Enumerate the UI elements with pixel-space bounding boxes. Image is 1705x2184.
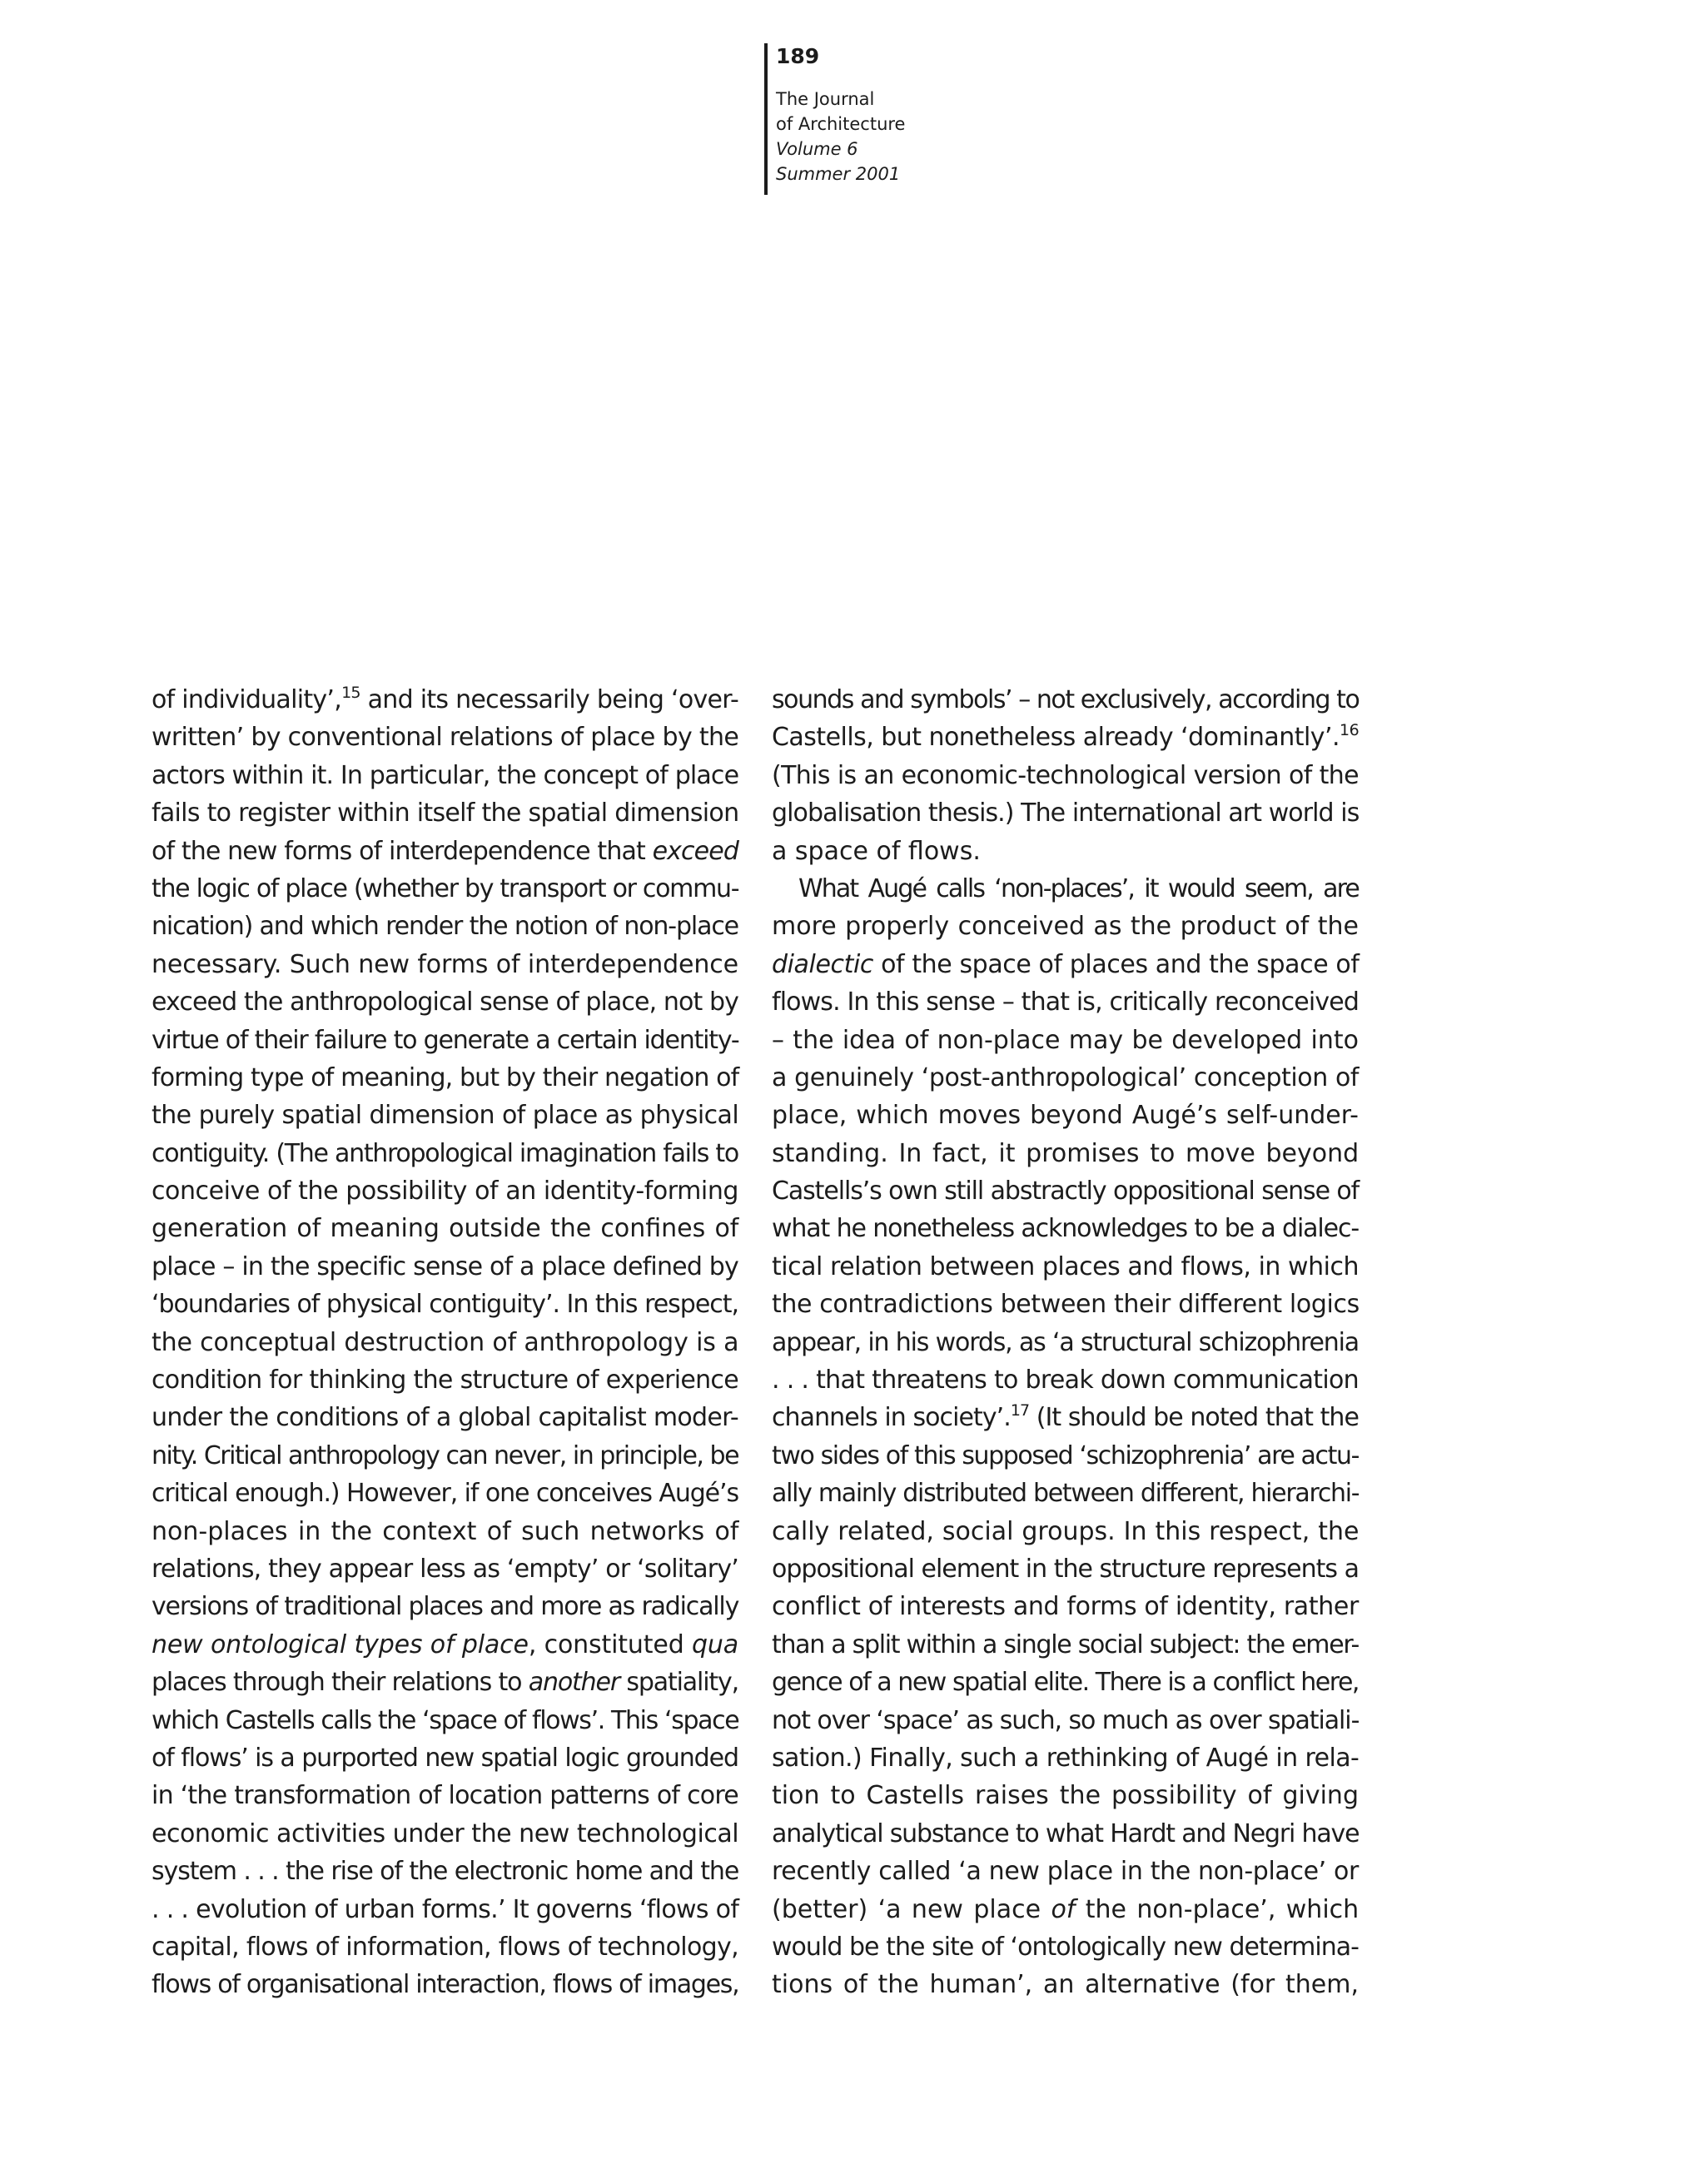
text-line: ally mainly distributed between different, hierarchi- (772, 1479, 1360, 1509)
text-line: sounds and symbols’ – not exclusively, according to (772, 685, 1360, 714)
text-line: two sides of this supposed ‘schizophrenia’ are actu- (772, 1440, 1359, 1470)
text-line: (better) ‘a new place of the non-place’, which (772, 1894, 1360, 1924)
text-line: the contradictions between their different logics (772, 1290, 1360, 1320)
text-line: ‘boundaries of physical contiguity’. In this respect, (152, 1290, 738, 1320)
text-line: . . . evolution of urban forms.’ It governs ‘flows of (152, 1894, 739, 1924)
running-header (764, 43, 905, 195)
text-line: oppositional element in the structure represents a (772, 1554, 1359, 1584)
text-line: which Castells calls the ‘space of flows’. This ‘space (152, 1705, 739, 1735)
footnote-ref-17: 17 (1010, 1401, 1030, 1420)
header-gap (776, 72, 905, 87)
text-line: tion to Castells raises the possibility of giving (772, 1781, 1359, 1811)
emphasis: qua (692, 1629, 739, 1659)
text-line: relations, they appear less as ‘empty’ or ‘solitary’ (152, 1554, 738, 1584)
text-line: the conceptual destruction of anthropology is a (152, 1327, 739, 1357)
text-line: more properly conceived as the product of the (772, 912, 1359, 942)
text-line: standing. In fact, it promises to move beyond (772, 1138, 1360, 1168)
text-line: economic activities under the new technological (152, 1818, 739, 1848)
text-line: under the conditions of a global capitalist moder- (152, 1403, 738, 1433)
emphasis: another (528, 1668, 619, 1698)
text-line: generation of meaning outside the confines of (152, 1214, 739, 1244)
text-line: new ontological types of place, constituted qua (152, 1629, 739, 1659)
emphasis: exceed (652, 836, 738, 866)
text-line: a genuinely ‘post-anthropological’ conception of (772, 1062, 1359, 1092)
text-line: (This is an economic-technological version of the (772, 760, 1359, 790)
text-line: place, which moves beyond Augé’s self-under- (772, 1101, 1359, 1131)
body-column-right (772, 681, 1359, 2004)
text-line: dialectic of the space of places and the space of (772, 949, 1360, 979)
text-line: nication) and which render the notion of non-place (152, 912, 738, 942)
emphasis: new ontological types of place (152, 1629, 529, 1659)
journal-title-line1: The Journal (776, 89, 875, 109)
text-line: a space of flows. (772, 836, 981, 866)
text-line: conceive of the possibility of an identity-forming (152, 1177, 738, 1206)
body-column-left (152, 681, 738, 2004)
text-line: place – in the specific sense of a place defined by (152, 1251, 738, 1281)
page-number: 189 (776, 44, 820, 68)
text-line: the logic of place (whether by transport or commu- (152, 873, 739, 903)
text-line: globalisation thesis.) The international art world is (772, 798, 1360, 828)
text-line: tical relation between places and flows, in which (772, 1251, 1359, 1281)
text-line: not over ‘space’ as such, so much as over spatiali- (772, 1705, 1360, 1735)
text-line: critical enough.) However, if one conceives Augé’s (152, 1479, 738, 1509)
text-line: exceed the anthropological sense of place, not by (152, 988, 738, 1017)
text-line: actors within it. In particular, the concept of place (152, 760, 739, 790)
text-line: non-places in the context of such networks of (152, 1516, 739, 1546)
text-line: system . . . the rise of the electronic home and the (152, 1857, 739, 1887)
text-line: . . . that threatens to break down communication (772, 1366, 1359, 1395)
paragraph-first-line: What Augé calls ‘non-places’, it would seem, are (798, 873, 1359, 903)
text-line: sation.) Finally, such a rethinking of Augé in rela- (772, 1743, 1360, 1773)
emphasis: dialectic (772, 949, 873, 979)
text-line: cally related, social groups. In this respect, the (772, 1516, 1360, 1546)
text-line: forming type of meaning, but by their negation of (152, 1062, 739, 1092)
emphasis: of (1051, 1894, 1076, 1924)
text-line: flows of organisational interaction, flows of images, (152, 1970, 739, 2000)
text-line: the purely spatial dimension of place as physical (152, 1101, 739, 1131)
text-line: flows. In this sense – that is, critically reconceived (772, 988, 1359, 1017)
text-line: of the new forms of interdependence that exceed (152, 836, 738, 866)
journal-title-line2: of Architecture (776, 114, 906, 134)
text-line: nity. Critical anthropology can never, in principle, be (152, 1440, 739, 1470)
journal-issue-season: Summer 2001 (776, 164, 901, 184)
text-line: versions of traditional places and more as radically (152, 1592, 739, 1622)
text-line: – the idea of non-place may be developed into (772, 1025, 1359, 1055)
footnote-ref-16: 16 (1340, 721, 1360, 740)
text-line: gence of a new spatial elite. There is a conflict here, (772, 1668, 1359, 1698)
text-line: recently called ‘a new place in the non-place’ or (772, 1857, 1359, 1887)
text-line: virtue of their failure to generate a certain identity- (152, 1025, 739, 1055)
text-line: necessary. Such new forms of interdependence (152, 949, 739, 979)
footnote-ref-15: 15 (341, 684, 360, 702)
text-line: of individuality’,$^{15}$ and its necessarily being ‘over- (152, 684, 739, 714)
text-line: Castells’s own still abstractly oppositional sense of (772, 1177, 1360, 1206)
text-line: analytical substance to what Hardt and Negri have (772, 1818, 1360, 1848)
text-line: in ‘the transformation of location patterns of core (152, 1781, 738, 1811)
text-line: Castells, but nonetheless already ‘dominantly’.$^{16}$ (772, 721, 1360, 753)
text-line: written’ by conventional relations of place by the (152, 723, 739, 753)
text-line: what he nonetheless acknowledges to be a dialec- (772, 1214, 1360, 1244)
journal-volume: Volume 6 (776, 139, 858, 159)
text-line: places through their relations to another spatiality, (152, 1668, 738, 1698)
text-line: contiguity. (The anthropological imagination fails to (152, 1138, 738, 1168)
text-line: fails to register within itself the spatial dimension (152, 798, 739, 828)
text-line: tions of the human’, an alternative (for them, (772, 1970, 1359, 2000)
text-line: capital, flows of information, flows of technology, (152, 1932, 738, 1962)
text-line: of flows’ is a purported new spatial logic grounded (152, 1743, 738, 1773)
text-line: conflict of interests and forms of identity, rather (772, 1592, 1359, 1622)
text-line: condition for thinking the structure of experience (152, 1366, 738, 1395)
text-line: channels in society’.$^{17}$ (It should be noted that the (772, 1401, 1360, 1433)
text-line: would be the site of ‘ontologically new determina- (772, 1932, 1359, 1962)
text-line: appear, in his words, as ‘a structural schizophrenia (772, 1327, 1359, 1357)
text-line: than a split within a single social subject: the emer- (772, 1629, 1359, 1659)
